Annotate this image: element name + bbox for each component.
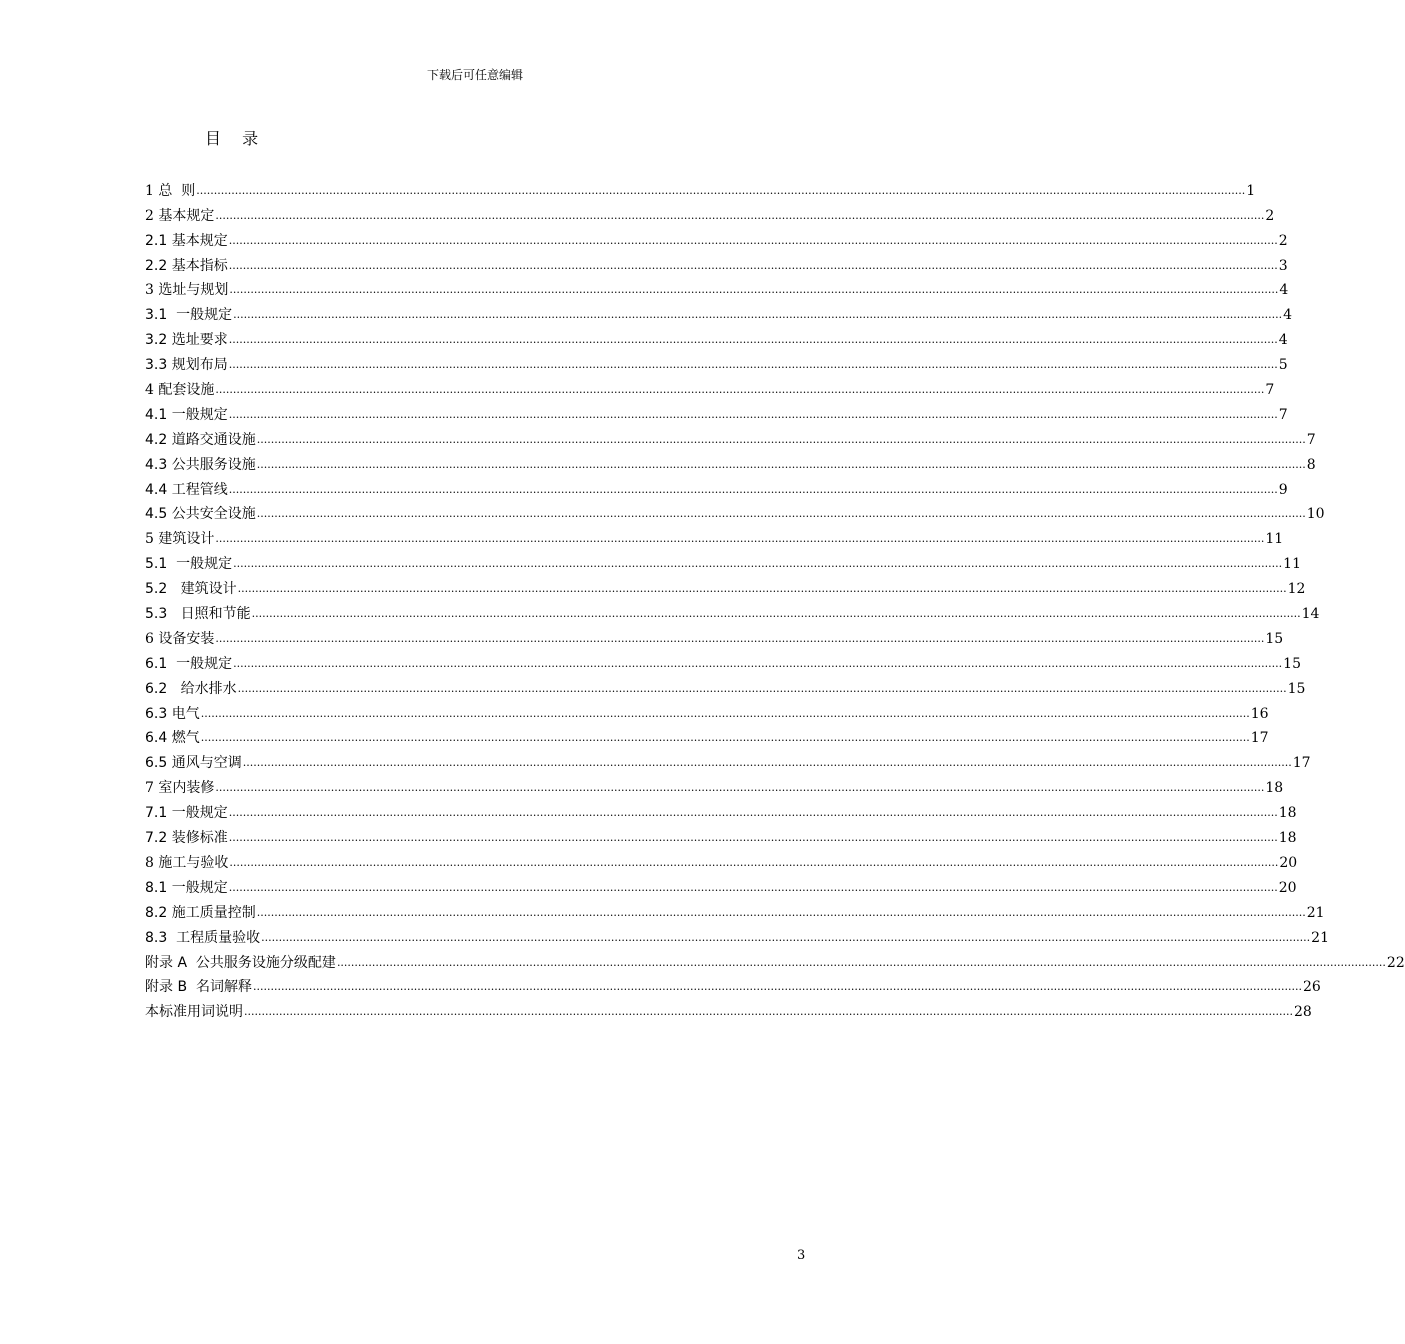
toc-entry-label: 6.3 电气 <box>145 705 200 722</box>
toc-dot-leader: ............................................................................................................................................................................................................................................................................................................ <box>237 582 1287 596</box>
toc-entry-label: 本标准用词说明 <box>145 1004 243 1021</box>
toc-entry-page: 7 <box>1265 382 1275 399</box>
toc-entry[interactable] <box>145 350 1288 375</box>
toc-entry[interactable] <box>145 450 1316 475</box>
toc-entry[interactable] <box>145 574 1306 599</box>
toc-dot-leader: ............................................................................................................................................................................................................................................................................................................ <box>215 781 1265 795</box>
toc-entry-page: 7 <box>1278 406 1288 423</box>
toc-dot-leader: ............................................................................................................................................................................................................................................................................................................ <box>228 358 1278 372</box>
toc-entry-label: 4 配套设施 <box>145 382 215 399</box>
toc-entry[interactable] <box>145 624 1284 649</box>
toc-dot-leader: ............................................................................................................................................................................................................................................................................................................ <box>228 258 1278 272</box>
toc-dot-leader: ............................................................................................................................................................................................................................................................................................................ <box>196 183 1246 197</box>
toc-entry-page: 16 <box>1250 705 1269 722</box>
toc-entry-page: 20 <box>1279 854 1298 871</box>
toc-dot-leader: ............................................................................................................................................................................................................................................................................................................ <box>244 1005 1293 1019</box>
page-number: 3 <box>797 1248 806 1263</box>
toc-entry-page: 1 <box>1246 182 1256 199</box>
toc-entry-label: 8.2 施工质量控制 <box>145 904 256 921</box>
toc-entry-label: 7 室内装修 <box>145 780 215 797</box>
toc-dot-leader: ............................................................................................................................................................................................................................................................................................................ <box>200 706 1250 720</box>
toc-entry-label: 6.1 一般规定 <box>145 655 233 672</box>
toc-entry[interactable] <box>145 300 1293 325</box>
toc-entry-label: 7.1 一般规定 <box>145 805 228 822</box>
toc-dot-leader: ............................................................................................................................................................................................................................................................................................................ <box>233 656 1283 670</box>
toc-entry[interactable] <box>145 251 1288 276</box>
toc-entry[interactable] <box>145 823 1297 848</box>
toc-entry-page: 20 <box>1278 879 1297 896</box>
toc-entry-page: 4 <box>1279 282 1289 299</box>
toc-entry-label: 6.2 给水排水 <box>145 680 237 697</box>
toc-dot-leader: ............................................................................................................................................................................................................................................................................................................ <box>256 432 1306 446</box>
toc-entry[interactable] <box>145 524 1284 549</box>
toc-entry-page: 12 <box>1287 581 1306 598</box>
toc-entry-label: 8.1 一般规定 <box>145 879 228 896</box>
toc-dot-leader: ............................................................................................................................................................................................................................................................................................................ <box>256 457 1306 471</box>
toc-dot-leader: ............................................................................................................................................................................................................................................................................................................ <box>215 383 1265 397</box>
toc-entry-label: 3.1 一般规定 <box>145 307 233 324</box>
toc-entry-label: 2 基本规定 <box>145 207 215 224</box>
toc-entry-label: 8 施工与验收 <box>145 854 229 871</box>
toc-entry-page: 8 <box>1306 456 1316 473</box>
toc-entry[interactable] <box>145 226 1288 251</box>
toc-entry-label: 4.4 工程管线 <box>145 481 228 498</box>
toc-entry-label: 2.1 基本规定 <box>145 232 228 249</box>
toc-entry-label: 6.4 燃气 <box>145 730 200 747</box>
toc-entry[interactable] <box>145 748 1311 773</box>
toc-entry-label: 4.1 一般规定 <box>145 406 228 423</box>
toc-entry-page: 2 <box>1265 207 1275 224</box>
toc-entry-label: 附录 B 名词解释 <box>145 979 252 996</box>
toc-dot-leader: ............................................................................................................................................................................................................................................................................................................ <box>229 283 1279 297</box>
toc-entry[interactable] <box>145 475 1288 500</box>
toc-entry[interactable] <box>145 997 1312 1022</box>
toc-entry-page: 3 <box>1278 257 1288 274</box>
toc-entry-label: 5.2 建筑设计 <box>145 581 237 598</box>
toc-dot-leader: ............................................................................................................................................................................................................................................................................................................ <box>215 532 1265 546</box>
toc-entry-page: 18 <box>1278 805 1297 822</box>
toc-entry-page: 4 <box>1278 332 1288 349</box>
toc-entry[interactable] <box>145 898 1325 923</box>
toc-entry[interactable] <box>145 201 1275 226</box>
toc-dot-leader: ............................................................................................................................................................................................................................................................................................................ <box>233 557 1283 571</box>
toc-entry-page: 17 <box>1250 730 1269 747</box>
toc-dot-leader: ............................................................................................................................................................................................................................................................................................................ <box>228 233 1278 247</box>
toc-entry-label: 3.2 选址要求 <box>145 332 228 349</box>
toc-dot-leader: ............................................................................................................................................................................................................................................................................................................ <box>229 855 1279 869</box>
toc-entry[interactable] <box>145 923 1329 948</box>
toc-dot-leader: ............................................................................................................................................................................................................................................................................................................ <box>200 731 1250 745</box>
toc-entry[interactable] <box>145 848 1298 873</box>
toc-list <box>145 176 1405 1022</box>
toc-entry-label: 8.3 工程质量验收 <box>145 929 261 946</box>
toc-entry[interactable] <box>145 425 1316 450</box>
toc-dot-leader: ............................................................................................................................................................................................................................................................................................................ <box>228 333 1278 347</box>
toc-entry[interactable] <box>145 549 1301 574</box>
toc-entry-page: 21 <box>1311 929 1329 946</box>
toc-dot-leader: ............................................................................................................................................................................................................................................................................................................ <box>242 756 1292 770</box>
toc-entry-label: 2.2 基本指标 <box>145 257 228 274</box>
toc-entry-label: 1 总 则 <box>145 182 196 199</box>
toc-entry[interactable] <box>145 649 1301 674</box>
toc-entry-label: 7.2 装修标准 <box>145 830 228 847</box>
toc-entry-page: 14 <box>1301 606 1320 623</box>
header-note: 下载后可任意编辑 <box>426 68 523 82</box>
toc-dot-leader: ............................................................................................................................................................................................................................................................................................................ <box>228 407 1278 421</box>
toc-entry-page: 11 <box>1265 531 1284 548</box>
toc-entry[interactable] <box>145 773 1284 798</box>
toc-entry-page: 15 <box>1265 630 1284 647</box>
toc-entry-page: 18 <box>1278 830 1297 847</box>
toc-dot-leader: ............................................................................................................................................................................................................................................................................................................ <box>215 208 1265 222</box>
toc-entry[interactable] <box>145 973 1321 998</box>
toc-entry-label: 4.2 道路交通设施 <box>145 431 256 448</box>
toc-entry-label: 3.3 规划布局 <box>145 357 228 374</box>
toc-entry-page: 10 <box>1306 506 1325 523</box>
toc-dot-leader: ............................................................................................................................................................................................................................................................................................................ <box>228 482 1278 496</box>
toc-entry-page: 18 <box>1265 780 1284 797</box>
toc-entry[interactable] <box>145 699 1269 724</box>
toc-entry-label: 5 建筑设计 <box>145 531 215 548</box>
toc-title: 目 录 <box>205 129 267 148</box>
toc-entry-label: 3 选址与规划 <box>145 282 229 299</box>
toc-entry[interactable] <box>145 500 1325 525</box>
toc-entry-page: 15 <box>1283 655 1301 672</box>
toc-entry[interactable] <box>145 325 1288 350</box>
toc-entry[interactable] <box>145 798 1297 823</box>
toc-entry[interactable] <box>145 400 1288 425</box>
toc-entry-label: 4.5 公共安全设施 <box>145 506 256 523</box>
toc-entry[interactable] <box>145 599 1320 624</box>
toc-entry[interactable] <box>145 176 1256 201</box>
toc-entry-page: 5 <box>1278 357 1288 374</box>
toc-dot-leader: ............................................................................................................................................................................................................................................................................................................ <box>228 806 1278 820</box>
toc-entry-page: 4 <box>1283 307 1293 324</box>
toc-entry[interactable] <box>145 948 1405 973</box>
toc-dot-leader: ............................................................................................................................................................................................................................................................................................................ <box>237 681 1287 695</box>
toc-dot-leader: ............................................................................................................................................................................................................................................................................................................ <box>256 507 1306 521</box>
toc-dot-leader: ............................................................................................................................................................................................................................................................................................................ <box>261 930 1311 944</box>
toc-dot-leader: ............................................................................................................................................................................................................................................................................................................ <box>251 607 1301 621</box>
toc-dot-leader: ............................................................................................................................................................................................................................................................................................................ <box>215 631 1265 645</box>
toc-entry-page: 2 <box>1278 232 1288 249</box>
toc-entry-page: 15 <box>1287 680 1306 697</box>
toc-dot-leader: ............................................................................................................................................................................................................................................................................................................ <box>233 308 1283 322</box>
toc-entry[interactable] <box>145 674 1306 699</box>
toc-entry[interactable] <box>145 724 1269 749</box>
toc-entry-label: 附录 A 公共服务设施分级配建 <box>145 954 336 971</box>
toc-entry-page: 7 <box>1306 431 1316 448</box>
toc-entry-page: 11 <box>1283 556 1301 573</box>
toc-entry-label: 6.5 通风与空调 <box>145 755 242 772</box>
toc-dot-leader: ............................................................................................................................................................................................................................................................................................................ <box>336 955 1386 969</box>
toc-entry-label: 5.1 一般规定 <box>145 556 233 573</box>
toc-entry-page: 21 <box>1306 904 1325 921</box>
toc-entry-label: 4.3 公共服务设施 <box>145 456 256 473</box>
toc-entry-page: 17 <box>1292 755 1311 772</box>
toc-entry[interactable] <box>145 276 1289 301</box>
toc-dot-leader: ............................................................................................................................................................................................................................................................................................................ <box>252 980 1302 994</box>
toc-entry-label: 5.3 日照和节能 <box>145 606 251 623</box>
toc-entry-page: 9 <box>1278 481 1288 498</box>
toc-entry-page: 28 <box>1293 1004 1312 1021</box>
toc-entry[interactable] <box>145 375 1275 400</box>
toc-dot-leader: ............................................................................................................................................................................................................................................................................................................ <box>228 831 1278 845</box>
toc-entry[interactable] <box>145 873 1297 898</box>
toc-entry-page: 22 <box>1386 954 1405 971</box>
toc-dot-leader: ............................................................................................................................................................................................................................................................................................................ <box>256 905 1306 919</box>
toc-entry-label: 6 设备安装 <box>145 630 215 647</box>
toc-dot-leader: ............................................................................................................................................................................................................................................................................................................ <box>228 880 1278 894</box>
toc-entry-page: 26 <box>1302 979 1321 996</box>
